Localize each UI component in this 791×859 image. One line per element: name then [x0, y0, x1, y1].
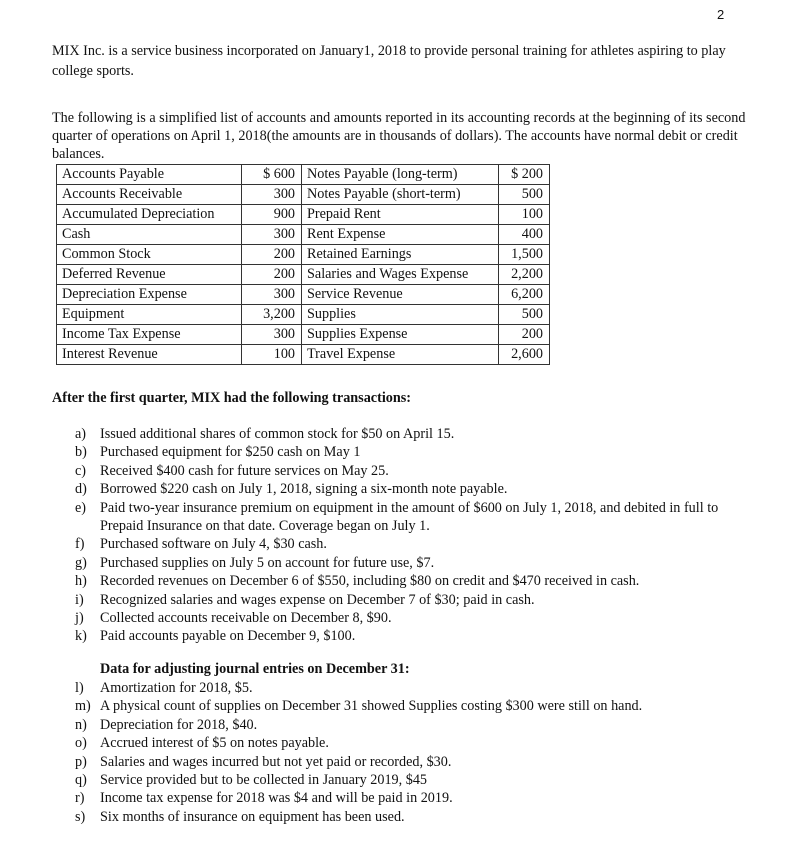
account-amount-cell: 300 — [242, 285, 302, 305]
list-item — [75, 734, 735, 752]
account-name-cell: Common Stock — [57, 245, 242, 265]
page-number: 2 — [717, 7, 725, 22]
list-item — [75, 554, 735, 572]
table-row — [57, 285, 550, 305]
adjusting-list — [75, 679, 735, 826]
list-item-text: A physical count of supplies on December 31 showed Supplies costing $300 were still on hand. — [100, 698, 643, 715]
list-item — [75, 443, 735, 461]
list-item-marker: q) — [75, 772, 87, 789]
account-amount-cell: 300 — [242, 225, 302, 245]
list-item — [75, 771, 735, 789]
list-item-text: Paid accounts payable on December 9, $100. — [100, 628, 356, 645]
list-item-text: Recorded revenues on December 6 of $550, including $80 on credit and $470 received in cash. — [100, 573, 640, 590]
list-item-text: Purchased supplies on July 5 on account for future use, $7. — [100, 554, 435, 571]
account-name-cell: Accounts Receivable — [57, 185, 242, 205]
account-amount-cell: 500 — [499, 305, 550, 325]
account-name-cell: Travel Expense — [302, 345, 499, 365]
account-amount-cell: 1,500 — [499, 245, 550, 265]
table-row — [57, 345, 550, 365]
list-item-text: Paid two-year insurance premium on equipment in the amount of $600 on July 1, 2018, and debited in full to Prepaid Insurance on that date. Coverage began on July 1. — [100, 499, 719, 535]
account-amount-cell: 400 — [499, 225, 550, 245]
intro-paragraph: MIX Inc. is a service business incorporated on January1, 2018 to provide personal training for athletes aspiring to play college sports. — [52, 43, 726, 79]
account-amount-cell: 200 — [499, 325, 550, 345]
account-amount-cell: 300 — [242, 325, 302, 345]
table-row — [57, 325, 550, 345]
list-item-text: Amortization for 2018, $5. — [100, 680, 253, 696]
list-item-text: Salaries and wages incurred but not yet paid or recorded, $30. — [100, 753, 452, 770]
list-item-marker: k) — [75, 628, 87, 645]
account-amount-cell: 200 — [242, 265, 302, 285]
account-name-cell: Notes Payable (long-term) — [302, 165, 499, 185]
list-item-text: Purchased software on July 4, $30 cash. — [100, 536, 327, 553]
account-amount-cell: 2,200 — [499, 265, 550, 285]
account-amount-cell: 300 — [242, 185, 302, 205]
list-item-marker: s) — [75, 808, 86, 825]
list-item-text: Income tax expense for 2018 was $4 and will be paid in 2019. — [100, 790, 453, 807]
list-item — [75, 535, 735, 553]
list-item-marker: r) — [75, 790, 85, 807]
account-amount-cell: 2,600 — [499, 345, 550, 365]
list-item — [75, 627, 735, 645]
list-item — [75, 808, 735, 826]
list-item-marker: j) — [75, 610, 84, 627]
list-item — [75, 697, 735, 715]
list-item-marker: g) — [75, 554, 87, 571]
account-amount-cell: $ 200 — [499, 165, 550, 185]
list-item-text: Issued additional shares of common stock for $50 on April 15. — [100, 426, 455, 442]
list-item-marker: b) — [75, 444, 87, 461]
list-item — [75, 499, 735, 536]
account-name-cell: Cash — [57, 225, 242, 245]
list-item-text: Received $400 cash for future services on May 25. — [100, 462, 389, 479]
account-name-cell: Supplies — [302, 305, 499, 325]
account-amount-cell: 500 — [499, 185, 550, 205]
account-name-cell: Depreciation Expense — [57, 285, 242, 305]
account-name-cell: Retained Earnings — [302, 245, 499, 265]
list-item — [75, 716, 735, 734]
list-item — [75, 679, 735, 697]
table-row — [57, 205, 550, 225]
accounts-intro-paragraph: The following is a simplified list of accounts and amounts reported in its accounting records at the beginning of its second quarter of operations on April 1, 2018(the amounts are in thousands of dollars). The accounts have normal debit or credit balances. — [52, 110, 746, 162]
list-item-text: Six months of insurance on equipment has been used. — [100, 808, 405, 825]
list-item-text: Recognized salaries and wages expense on December 7 of $30; paid in cash. — [100, 591, 535, 608]
list-item-marker: m) — [75, 698, 91, 715]
account-name-cell: Salaries and Wages Expense — [302, 265, 499, 285]
account-name-cell: Notes Payable (short-term) — [302, 185, 499, 205]
account-name-cell: Rent Expense — [302, 225, 499, 245]
list-item-marker: e) — [75, 499, 87, 516]
account-name-cell: Deferred Revenue — [57, 265, 242, 285]
list-item — [75, 591, 735, 609]
list-item-text: Service provided but to be collected in January 2019, $45 — [100, 772, 428, 789]
list-item-text: Depreciation for 2018, $40. — [100, 716, 258, 733]
account-name-cell: Prepaid Rent — [302, 205, 499, 225]
list-item-marker: f) — [75, 536, 85, 553]
table-row — [57, 165, 550, 185]
account-name-cell: Income Tax Expense — [57, 325, 242, 345]
account-name-cell: Accounts Payable — [57, 165, 242, 185]
table-row — [57, 225, 550, 245]
list-item-marker: o) — [75, 735, 87, 752]
list-item — [75, 609, 735, 627]
account-name-cell: Interest Revenue — [57, 345, 242, 365]
list-item-text: Accrued interest of $5 on notes payable. — [100, 735, 329, 752]
account-amount-cell: 200 — [242, 245, 302, 265]
account-name-cell: Supplies Expense — [302, 325, 499, 345]
account-amount-cell: 3,200 — [242, 305, 302, 325]
list-item-text: Purchased equipment for $250 cash on May 1 — [100, 444, 361, 461]
list-item-marker: h) — [75, 573, 87, 590]
list-item — [75, 572, 735, 590]
account-amount-cell: 100 — [499, 205, 550, 225]
account-name-cell: Service Revenue — [302, 285, 499, 305]
table-row — [57, 305, 550, 325]
list-item-text: Borrowed $220 cash on July 1, 2018, signing a six-month note payable. — [100, 481, 508, 498]
list-item-marker: c) — [75, 462, 87, 479]
list-item — [75, 753, 735, 771]
account-amount-cell: $ 600 — [242, 165, 302, 185]
transactions-heading: After the first quarter, MIX had the following transactions: — [52, 390, 411, 406]
list-item — [75, 425, 735, 443]
list-item — [75, 789, 735, 807]
list-item-marker: a) — [75, 426, 87, 442]
account-name-cell: Equipment — [57, 305, 242, 325]
transactions-list — [75, 425, 735, 646]
account-name-cell: Accumulated Depreciation — [57, 205, 242, 225]
list-item-marker: i) — [75, 591, 84, 608]
adjusting-heading: Data for adjusting journal entries on December 31: — [100, 661, 410, 677]
table-row — [57, 185, 550, 205]
list-item-marker: p) — [75, 753, 87, 770]
accounts-table — [56, 164, 550, 365]
account-amount-cell: 100 — [242, 345, 302, 365]
list-item-text: Collected accounts receivable on December 8, $90. — [100, 610, 392, 627]
table-row — [57, 245, 550, 265]
list-item-marker: d) — [75, 481, 87, 498]
list-item — [75, 462, 735, 480]
table-row — [57, 265, 550, 285]
list-item-marker: l) — [75, 680, 84, 696]
account-amount-cell: 900 — [242, 205, 302, 225]
list-item-marker: n) — [75, 716, 87, 733]
account-amount-cell: 6,200 — [499, 285, 550, 305]
list-item — [75, 480, 735, 498]
